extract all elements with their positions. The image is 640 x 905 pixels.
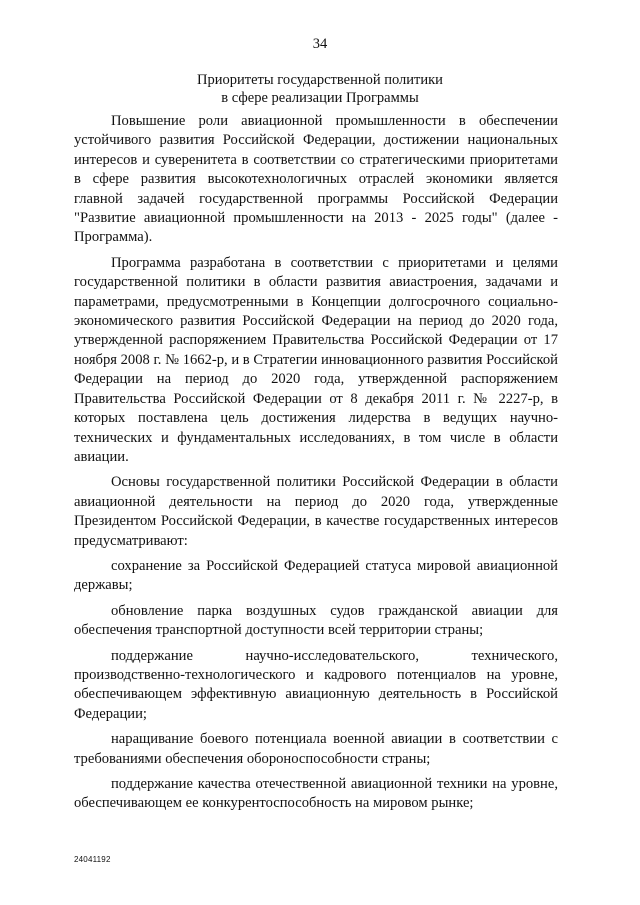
list-item-military-aviation: наращивание боевого потенциала военной авиации в соответствии с требованиями обеспечения обороноспособности страны; <box>74 731 558 767</box>
section-heading-line-1: Приоритеты государственной политики <box>197 72 443 88</box>
section-heading <box>0 71 640 107</box>
paragraph-role-of-aviation-industry: Повышение роли авиационной промышленности в обеспечении устойчивого развития Российской Федерации, достижении национальных интересов и суверенитета в соответствии со стратегическими приоритетами в сфере развития высокотехнологичных отраслей экономики является главной задачей государственной программы Российской Федерации "Развитие авиационной промышленности на 2013 - 2025 годы" (далее - Программа). <box>74 113 558 246</box>
page-number: 34 <box>312 36 328 52</box>
paragraph-state-policy-foundations: Основы государственной политики Российской Федерации в области авиационной деятельности на период до 2020 года, утвержденные Президентом Российской Федерации, в качестве государственных интересов предусматривают: <box>74 474 558 549</box>
section-heading-line-2: в сфере реализации Программы <box>221 90 419 106</box>
list-item-potential-maintenance: поддержание научно-исследовательского, технического, производственно-технологического и кадрового потенциалов на уровне, обеспечивающем эффективную авиационную деятельность в Российской Федерации; <box>74 647 558 722</box>
document-code: 24041192 <box>74 855 111 864</box>
list-item-quality-maintenance: поддержание качества отечественной авиационной техники на уровне, обеспечивающем ее конкурентоспособность на мировом рынке; <box>74 776 558 812</box>
list-item-aviation-power-status: сохранение за Российской Федерацией статуса мировой авиационной державы; <box>74 557 558 594</box>
document-body <box>74 112 558 814</box>
paragraph-program-developed: Программа разработана в соответствии с приоритетами и целями государственной политики в области развития авиастроения, задачами и параметрами, предусмотренными в Концепции долгосрочного социально-экономического развития Российской Федерации на период до 2020 года, утвержденной распоряжением Правительства Российской Федерации от 17 ноября 2008 г. № 1662-р, и в Стратегии инновационного развития Российской Федерации на период до 2020 года, утвержденной распоряжением Правительства Российской Федерации от 8 декабря 2011 г. № 2227-р, в которых поставлена цель достижения лидерства в ведущих научно-технических и фундаментальных исследованиях, в том числе в области авиации. <box>74 254 558 465</box>
list-item-fleet-renewal: обновление парка воздушных судов гражданской авиации для обеспечения транспортной доступности всей территории страны; <box>74 602 558 639</box>
